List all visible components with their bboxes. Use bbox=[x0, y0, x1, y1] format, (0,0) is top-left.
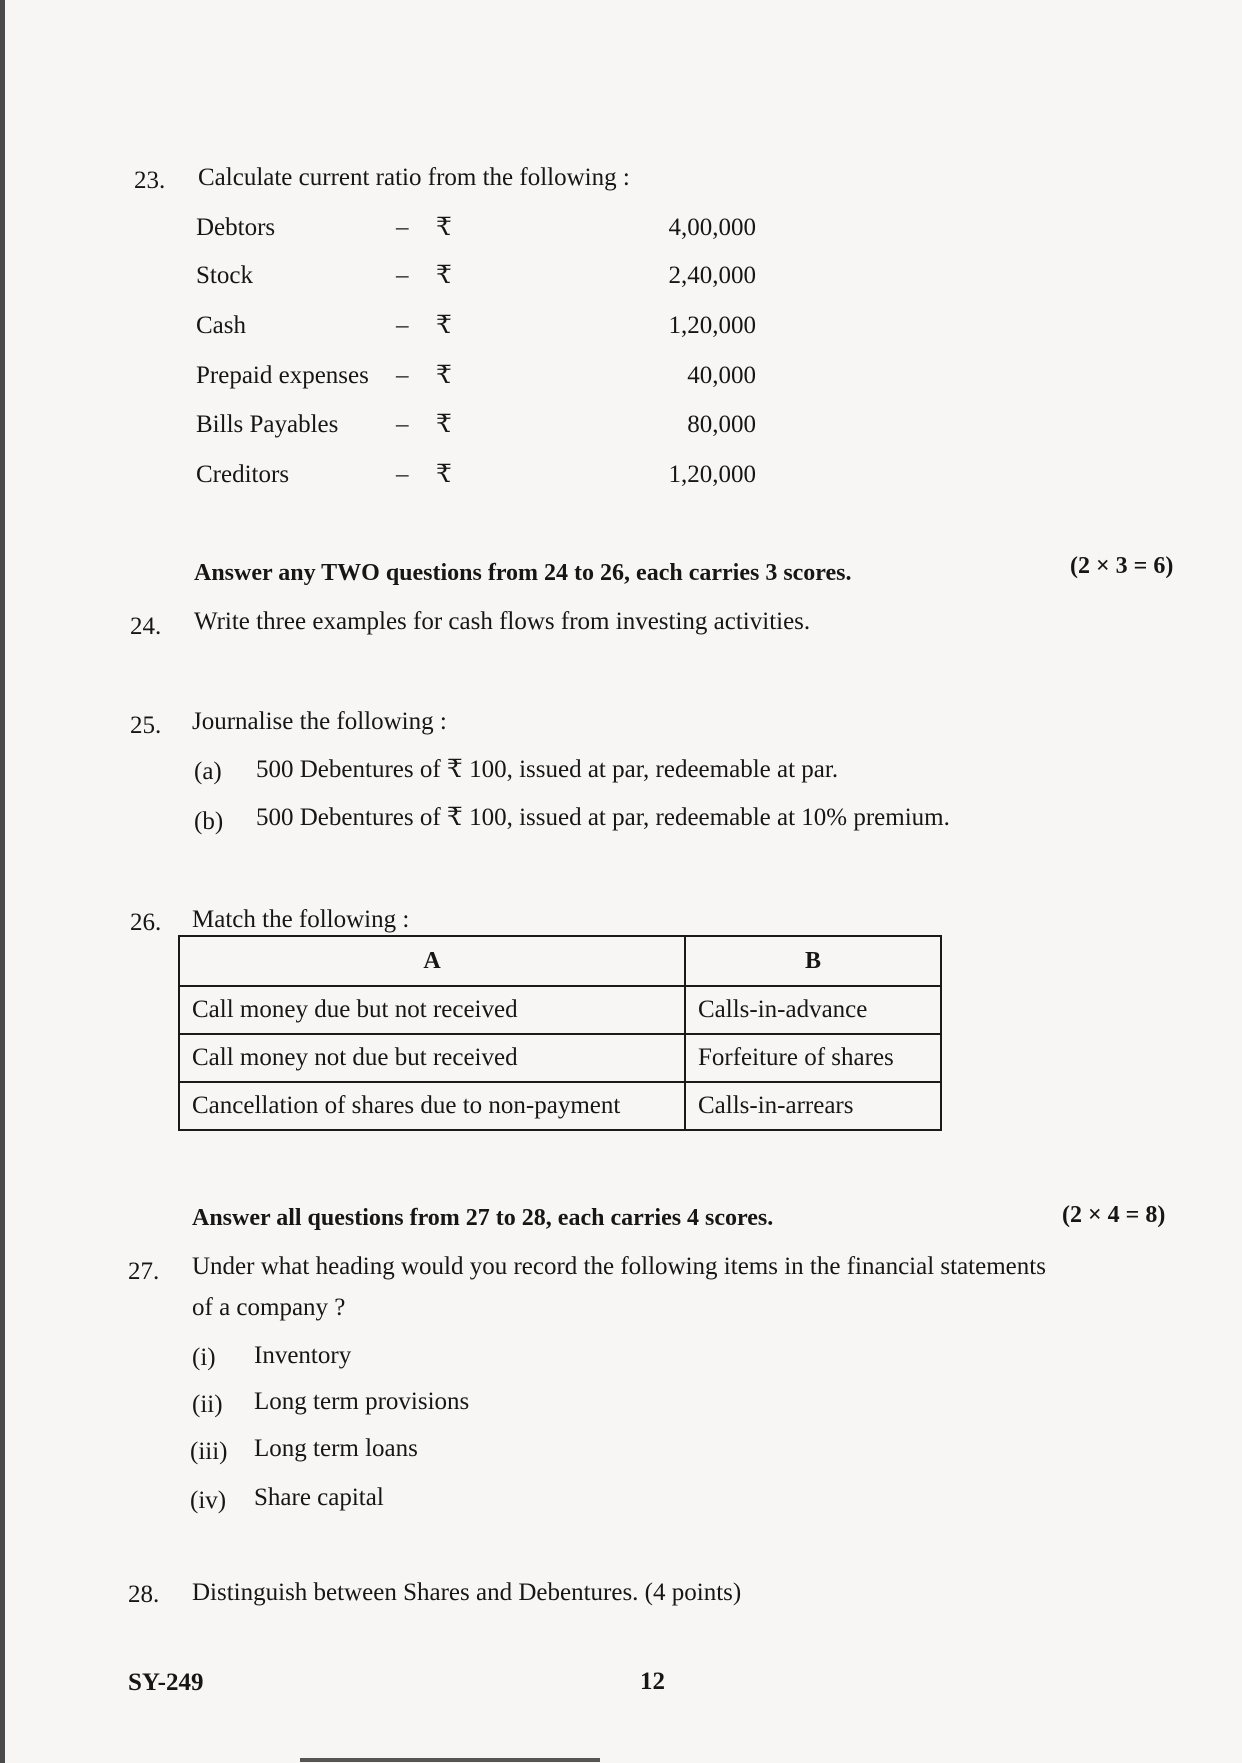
q24-number: 24. bbox=[130, 613, 162, 640]
q27-item-text: Long term loans bbox=[254, 1435, 418, 1462]
ratio-amount: 40,000 bbox=[687, 362, 756, 389]
ratio-dash: – bbox=[396, 461, 409, 488]
q27-question-line1: Under what heading would you record the following items in the financial statements bbox=[192, 1253, 1046, 1280]
q27-item-label: (i) bbox=[192, 1344, 216, 1371]
match-table-row bbox=[179, 986, 941, 1034]
q25-number: 25. bbox=[130, 712, 162, 739]
q25-part-a-text: 500 Debentures of ₹ 100, issued at par, redeemable at par. bbox=[256, 756, 839, 783]
q27-item-label: (ii) bbox=[192, 1391, 223, 1418]
q24-question: Write three examples for cash flows from investing activities. bbox=[194, 608, 811, 635]
match-cell-a: Cancellation of shares due to non-payment bbox=[179, 1082, 685, 1130]
q23-number: 23. bbox=[134, 167, 166, 194]
page-number: 12 bbox=[640, 1668, 665, 1695]
ratio-dash: – bbox=[396, 411, 409, 438]
ratio-label: Prepaid expenses bbox=[196, 362, 369, 389]
ratio-amount: 1,20,000 bbox=[668, 312, 756, 339]
rupee-symbol: ₹ bbox=[436, 461, 452, 488]
ratio-label: Stock bbox=[196, 262, 253, 289]
scan-bottom-mark bbox=[300, 1758, 600, 1762]
ratio-amount: 1,20,000 bbox=[668, 461, 756, 488]
match-cell-a: Call money due but not received bbox=[179, 986, 685, 1034]
q28-question: Distinguish between Shares and Debentures. (4 points) bbox=[192, 1579, 742, 1606]
section-instruction-27-28: Answer all questions from 27 to 28, each carries 4 scores. bbox=[192, 1205, 774, 1231]
match-header-b: B bbox=[685, 936, 941, 986]
q27-item-label: (iii) bbox=[190, 1438, 228, 1465]
ratio-dash: – bbox=[396, 214, 409, 241]
q27-item-text: Inventory bbox=[254, 1342, 352, 1369]
match-header-a: A bbox=[179, 936, 685, 986]
ratio-label: Cash bbox=[196, 312, 246, 339]
rupee-symbol: ₹ bbox=[436, 262, 452, 289]
ratio-dash: – bbox=[396, 312, 409, 339]
section-scores-24-26: (2 × 3 = 6) bbox=[1070, 553, 1174, 579]
ratio-dash: – bbox=[396, 362, 409, 389]
q28-number: 28. bbox=[128, 1581, 160, 1608]
q26-question: Match the following : bbox=[192, 906, 410, 933]
match-cell-a: Call money not due but received bbox=[179, 1034, 685, 1082]
scan-edge bbox=[0, 0, 5, 1763]
ratio-amount: 2,40,000 bbox=[668, 262, 756, 289]
paper-code: SY-249 bbox=[128, 1669, 204, 1696]
ratio-amount: 4,00,000 bbox=[668, 214, 756, 241]
match-table-row bbox=[179, 1082, 941, 1130]
match-table-header-row bbox=[179, 936, 941, 986]
section-scores-27-28: (2 × 4 = 8) bbox=[1062, 1202, 1166, 1228]
q27-item-text: Share capital bbox=[254, 1484, 384, 1511]
match-table bbox=[178, 935, 942, 1131]
q23-question: Calculate current ratio from the following : bbox=[198, 164, 630, 191]
match-cell-b: Calls-in-advance bbox=[685, 986, 941, 1034]
ratio-dash: – bbox=[396, 262, 409, 289]
match-cell-b: Calls-in-arrears bbox=[685, 1082, 941, 1130]
match-table-row bbox=[179, 1034, 941, 1082]
q25-question: Journalise the following : bbox=[192, 708, 447, 735]
ratio-label: Debtors bbox=[196, 214, 276, 241]
q25-part-b-text: 500 Debentures of ₹ 100, issued at par, redeemable at 10% premium. bbox=[256, 804, 950, 831]
match-cell-b: Forfeiture of shares bbox=[685, 1034, 941, 1082]
ratio-label: Creditors bbox=[196, 461, 290, 488]
rupee-symbol: ₹ bbox=[436, 411, 452, 438]
q25-part-a-label: (a) bbox=[194, 758, 222, 785]
section-instruction-24-26: Answer any TWO questions from 24 to 26, each carries 3 scores. bbox=[194, 560, 852, 586]
rupee-symbol: ₹ bbox=[436, 214, 452, 241]
q25-part-b-label: (b) bbox=[194, 808, 224, 835]
q26-number: 26. bbox=[130, 909, 162, 936]
rupee-symbol: ₹ bbox=[436, 362, 452, 389]
rupee-symbol: ₹ bbox=[436, 312, 452, 339]
q27-number: 27. bbox=[128, 1258, 160, 1285]
q27-item-text: Long term provisions bbox=[254, 1388, 470, 1415]
ratio-label: Bills Payables bbox=[196, 411, 339, 438]
ratio-amount: 80,000 bbox=[687, 411, 756, 438]
q27-question-line2: of a company ? bbox=[192, 1294, 346, 1321]
q27-item-label: (iv) bbox=[190, 1487, 227, 1514]
